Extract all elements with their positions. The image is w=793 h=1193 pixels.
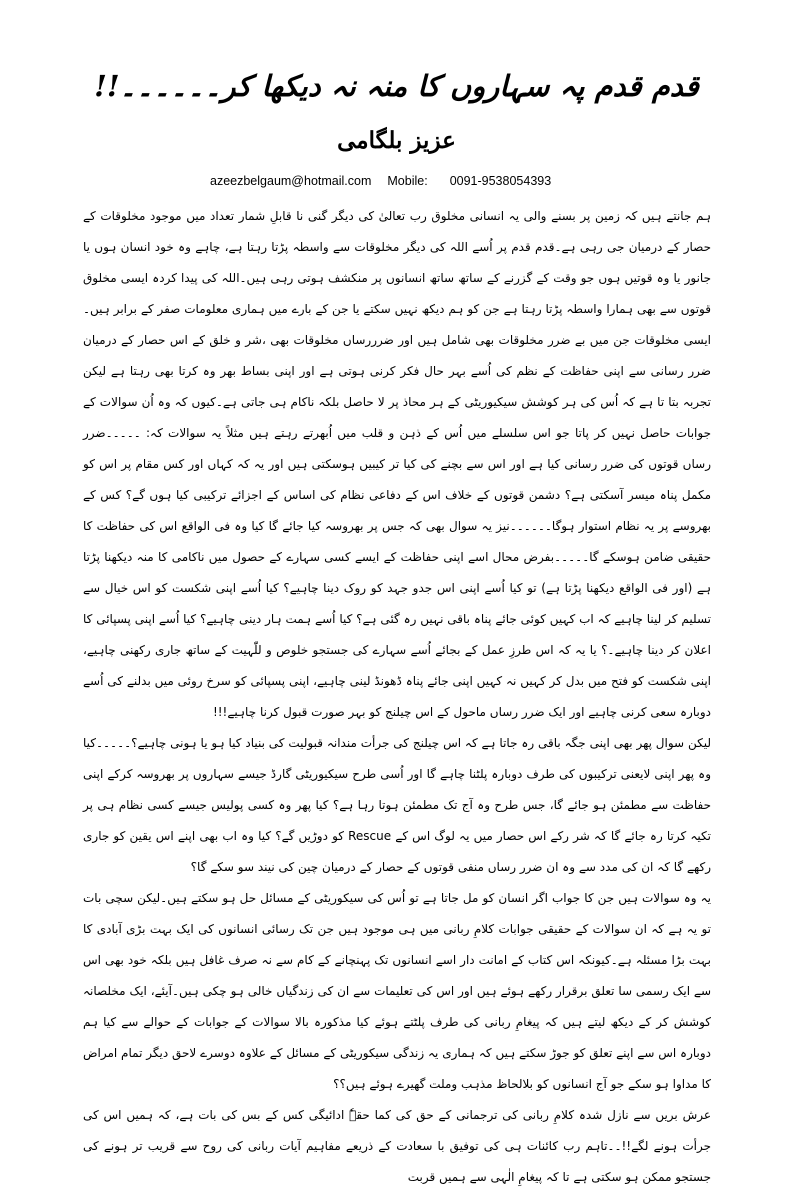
- contact-line: [210, 173, 630, 189]
- paragraph-2: لیکن سوال پھر بھی اپنی جگہ باقی رہ جاتا ہے کہ اس چیلنج کی جرأت مندانہ قبولیت کی بنیاد کیا ہو یا ہونی چاہیے؟۔۔۔۔۔کیا وہ پھر اپنی لایعنی ترکیبوں کی طرف دوبارہ پلٹنا چاہے گا اور اُسی طرح سیکیوریٹی گارڈ جیسے سہاروں پر بھروسہ کرکے اپنی حفاظت سے مطمئن ہو جائے گا، جس طرح وہ آج تک مطمئن ہوتا رہا ہے؟ کیا پھر وہ کسی پولیس جیسے کسی نظام ہی پر تکیہ کرتا رہ جائے گا کہ شر رکے اس حصار میں یہ لوگ اس کے Rescue کو دوڑیں گے؟ کیا وہ اب بھی اپنے اس یقین کو جاری رکھے گا کہ ان کی مدد سے وہ ان ضرر رساں منفی قوتوں کے حصار کے درمیان چین کی نیند سو سکے گا؟: [83, 736, 711, 874]
- mobile-label: Mobile:: [387, 174, 428, 188]
- article-body: [83, 201, 711, 1193]
- author-name: عزیز بلگامی: [337, 127, 456, 154]
- paragraph-4: عرش بریں سے نازل شدہ کلامِ ربانی کی ترجمانی کے حق کی کما حقہٗ ادائیگی کس کے بس کی بات ہے، کہ ہمیں اس کی جرأت ہونے لگے!!۔۔تاہم رب کائنات ہی کی توفیق با سعادت کے ذریعے مفاہیم آیات ربانی کی روح سے قریب تر ہونے کی جستجو ممکن ہو سکتی ہے تا کہ پیغامِ الٰہی سے ہمیں قربت: [83, 1108, 711, 1184]
- article-title: قدم قدم پہ سہاروں کا منہ نہ دیکھا کر۔۔۔۔۔۔!!: [94, 69, 699, 103]
- mobile-number: 0091-9538054393: [449, 174, 552, 188]
- paragraph-3: یہ وہ سوالات ہیں جن کا جواب اگر انسان کو مل جاتا ہے تو اُس کی سیکوریٹی کے مسائل حل ہو سکتے ہیں۔لیکن سچی بات تو یہ ہے کہ ان سوالات کے حقیقی جوابات کلامِ ربانی میں ہی موجود ہیں جن تک رسائی انسانوں کی ایک بہت بڑی آبادی کا بہت بڑا مسئلہ ہے۔کیونکہ اس کتاب کے امانت دار اسے انسانوں تک پہنچانے کے کام سے نہ صرف غافل ہیں بلکہ خود بھی اس سے ایک رسمی سا تعلق برقرار رکھے ہوئے ہیں اور اس کی تعلیمات سے ان کی زندگیاں خالی ہو چکی ہیں۔آیئے، ایک مخلصانہ کوشش کر کے دیکھ لیتے ہیں کہ پیغامِ ربانی کی طرف پلٹتے ہوئے کیا مذکورہ بالا سوالات کے جوابات کے حوالے سے کیا ہم دوبارہ اس سے اپنے تعلق کو جوڑ سکتے ہیں کہ ہماری یہ زندگی سیکوریٹی کے مسائل کے علاوہ دوسرے لاحق دیگر تمام امراض کا مداوا ہو سکے جو آج انسانوں کو بلالحاظ مذہب وملت گھیرے ہوئے ہیں؟؟: [83, 891, 711, 1091]
- email-address: azeezbelgaum@hotmail.com: [210, 174, 372, 188]
- paragraph-1: ہم جانتے ہیں کہ زمین پر بسنے والی یہ انسانی مخلوق رب تعالیٰ کی دیگر گنی نا قابلِ شمار تعداد میں موجود مخلوقات کے حصار کے درمیان جی رہی ہے۔قدم قدم پر اُسے اللہ کی دیگر مخلوقات سے واسطہ پڑتا رہتا ہے، چاہے وہ خود انسان ہوں یا جانور یا وہ قوتیں ہوں جو وقت کے گزرنے کے ساتھ ساتھ انسانوں پر منکشف ہوتی رہی ہیں۔اللہ کی پیدا کردہ ایسی مخلوق قوتوں سے بھی ہمارا واسطہ پڑتا رہتا ہے جن کو ہم دیکھ نہیں سکتے یا جن کے بارے میں ہماری معلومات صفر کے برابر ہیں۔ایسی مخلوقات جن میں بے ضرر مخلوقات بھی شامل ہیں اور ضرررساں مخلوقات بھی ،شر و خلق کے اس حصار کے درمیان ضرر رسانی سے اپنی حفاظت کے نظم کی اُسے بہر حال فکر کرنی ہوتی ہے اور اپنی بساط بھر وہ کرتا بھی رہتا ہے لیکن تجربہ بتا تا ہے کہ اُس کی ہر کوشش سیکیوریٹی کے ہر محاذ پر لا حاصل بلکہ ناکام ہی جاتی ہے۔کیوں کہ وہ اُن سوالات کے جوابات حاصل نہیں کر پاتا جو اس سلسلے میں اُس کے ذہن و قلب میں اُبھرتے رہتے ہیں مثلاً یہ سوالات کہ: ۔۔۔۔۔ضرر رساں قوتوں کی ضرر رسانی کیا ہے اور اس سے بچنے کی کیا تر کیبیں ہوسکتی ہیں اور یہ کہ کہاں اور کس مقام پر اس کو مکمل پناہ میسر آسکتی ہے؟ دشمن قوتوں کے خلاف اس کے دفاعی نظام کی اساس کے اجزائے ترکیبی کیا ہوں گے؟ کس کے بھروسے پر یہ نظام استوار ہوگا۔۔۔۔۔۔نیز یہ سوال بھی کہ جس پر بھروسہ کیا جائے گا کیا وہ فی الواقع اس کی حفاظت کا حقیقی ضامن ہوسکے گا۔۔۔۔۔بفرض محال اسے اپنی حفاظت کے ایسے کسی سہارے کے حصول میں ناکامی کا منہ دیکھنا پڑتا ہے (اور فی الواقع دیکھنا پڑتا ہے) تو کیا اُسے اپنی اس جدو جہد کو روک دینا چاہیے؟ کیا اُسے اپنی شکست کو اس خیال سے تسلیم کر لینا چاہیے کہ اب کہیں کوئی جائے پناہ باقی نہیں رہ گئی ہے؟ کیا اُسے ہمت ہار دینی چاہیے؟ کیا اُسے اپنی پسپائی کا اعلان کر دینا چاہیے۔؟ یا یہ کہ اس طرزِ عمل کے بجائے اُسے سہارے کی جستجو خلوص و للّٰہیت کے ساتھ جاری رکھنی چاہیے، اپنی شکست کو فتح میں بدل کر کہیں نہ کہیں اپنی جائے پناہ ڈھونڈ لینی چاہیے، اپنی پسپائی کو سرخ روئی میں بدلنے کی اُسے دوبارہ سعی کرنی چاہیے اور ایک ضرر رساں ماحول کے اس چیلنج کو بہر صورت قبول کرنا چاہیے!!!: [83, 209, 711, 719]
